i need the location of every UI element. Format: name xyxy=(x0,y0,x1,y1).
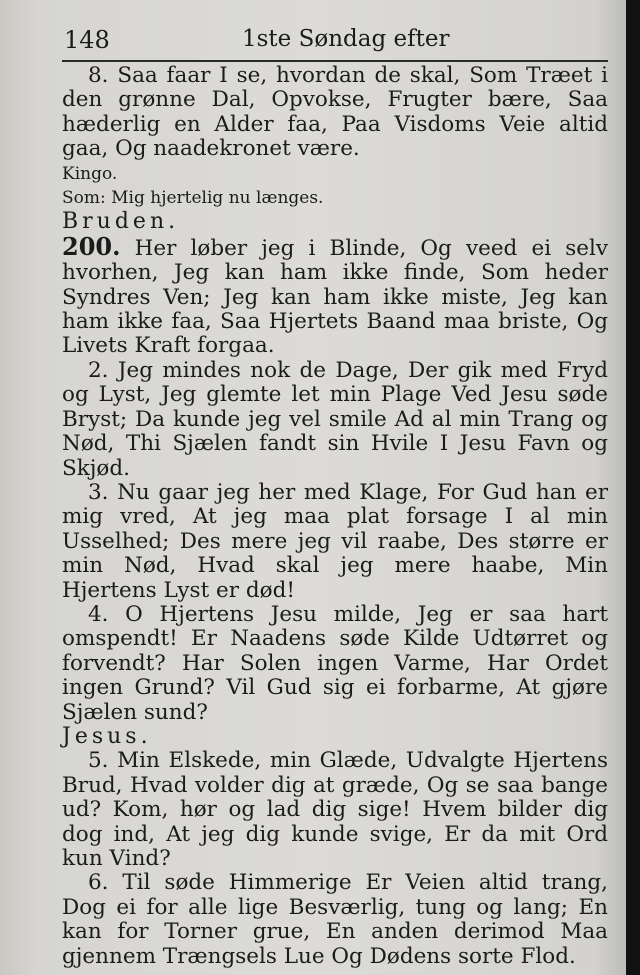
hymn-number: 200. xyxy=(62,231,121,261)
page-header xyxy=(64,26,604,56)
book-spine-shadow xyxy=(626,0,640,975)
verse-6: 6. Til søde Himmerige Er Veien altid trang, Dog ei for alle lige Besværlig, tung og lang; En kan for Torner grue, En anden derimod Maa gjennem Trængsels Lue Og Dødens sorte Flod. xyxy=(62,870,608,969)
page-number: 148 xyxy=(64,26,110,54)
header-rule xyxy=(62,60,608,62)
verse-1-text: Her løber jeg i Blinde, Og veed ei selv hvorhen, Jeg kan ham ikke finde, Som heder Syndres Ven; Jeg kan ham ikke miste, Jeg kan ham ikke faa, Saa Hjertets Baand maa briste, Og Livets Kraft forgaa. xyxy=(62,235,608,359)
verse-8-previous-hymn: 8. Saa faar I se, hvordan de skal, Som Træet i den grønne Dal, Opvokse, Frugter bære, Saa hæderlig en Alder faa, Paa Visdoms Veie altid gaa, Og naadekronet være. xyxy=(62,63,608,162)
melody-line: Som: Mig hjertelig nu længes. xyxy=(62,188,324,209)
section-heading: Jesus. xyxy=(62,723,152,749)
verse-4: 4. O Hjertens Jesu milde, Jeg er saa hart omspendt! Er Naadens søde Kilde Udtørret og forvendt? Har Solen ingen Varme, Har Ordet ingen Grund? Vil Gud sig ei forbarme, At gjøre Sjælen sund? xyxy=(62,601,608,725)
hymn-title: Bruden. xyxy=(62,209,180,235)
page-content xyxy=(62,64,608,969)
running-title: 1ste Søndag efter xyxy=(242,26,450,52)
verse-2: 2. Jeg mindes nok de Dage, Der gik med Fryd og Lyst, Jeg glemte let min Plage Ved Jesu søde Bryst; Da kunde jeg vel smile Ad al min Trang og Nød, Thi Sjælen fandt sin Hvile I Jesu Favn og Skjød. xyxy=(62,357,608,481)
verse-1 xyxy=(62,231,608,359)
verse-5: 5. Min Elskede, min Glæde, Udvalgte Hjertens Brud, Hvad volder dig at græde, Og se saa bange ud? Kom, hør og lad dig sige! Hvem bilder dig dog ind, At jeg dig kunde svige, Er da mit Ord kun Vind? xyxy=(62,748,608,871)
author-attribution: Kingo. xyxy=(62,163,118,184)
verse-3: 3. Nu gaar jeg her med Klage, For Gud han er mig vred, At jeg maa plat forsage I al min Usselhed; Des mere jeg vil raabe, Des større er min Nød, Hvad skal jeg mere haabe, Min Hjertens Lyst er død! xyxy=(62,479,608,603)
